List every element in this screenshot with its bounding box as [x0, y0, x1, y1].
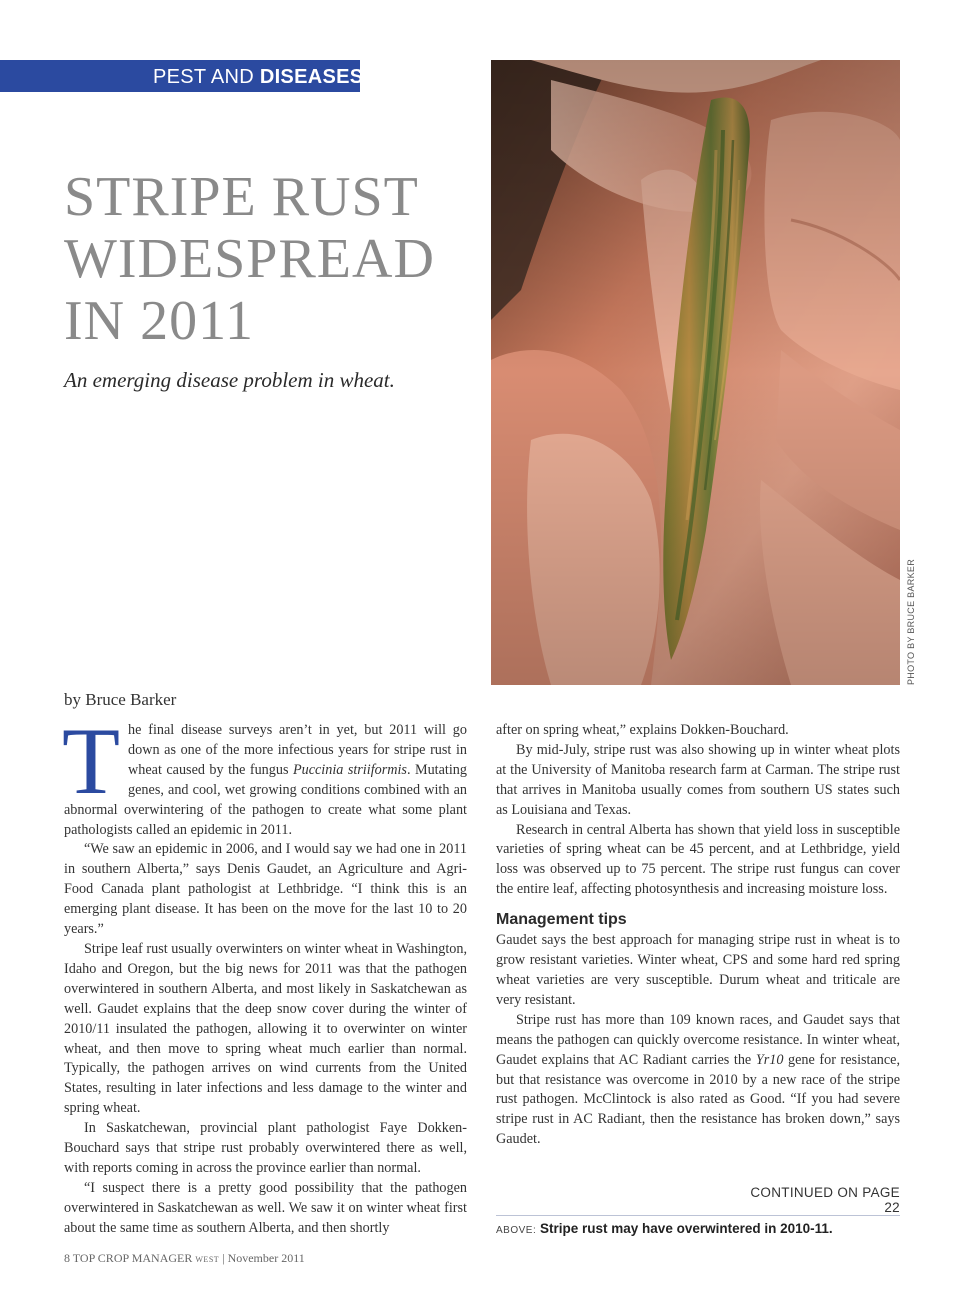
- caption-label: ABOVE:: [496, 1225, 537, 1236]
- paragraph: after on spring wheat,” explains Dokken-Bouchard.: [496, 722, 789, 738]
- paragraph: Gaudet says the best approach for managing stripe rust in wheat is to grow resistant varieties. Winter wheat, CPS and some hard red spring wheat varieties are very susceptible. Durum wheat and triticale are very resistant.: [496, 932, 900, 1008]
- paragraph: By mid-July, stripe rust was also showing up in winter wheat plots at the University of Manitoba research farm at Carman. The stripe rust that arrives in Manitoba usually comes from southern US states such as Louisiana and Texas.: [496, 741, 900, 818]
- photo-caption: [496, 1221, 833, 1236]
- paragraph: In Saskatchewan, provincial plant pathologist Faye Dokken-Bouchard says that stripe rust probably overwintered there as well, with reports coming in across the province earlier than normal.: [64, 1120, 467, 1176]
- caption-divider: [496, 1215, 900, 1216]
- issue-date: November 2011: [227, 1251, 305, 1265]
- page-number: 8: [64, 1251, 70, 1265]
- paragraph: “I suspect there is a pretty good possibility that the pathogen overwintered in Saskatchewan as well. We saw it on winter wheat first about the same time as southern Alberta, and then shortly: [64, 1179, 467, 1236]
- magazine-edition: WEST: [195, 1255, 220, 1264]
- magazine-name: TOP CROP MANAGER: [72, 1251, 193, 1265]
- continued-on-page: CONTINUED ON PAGE 22: [750, 1185, 900, 1215]
- section-banner: [0, 60, 364, 92]
- headline-line-3: IN 2011: [64, 290, 255, 352]
- article-column-left: [62, 708, 467, 1239]
- section-subhead: Management tips: [496, 911, 627, 929]
- paragraph: The final disease surveys aren’t in yet, but 2011 will go down as one of the more infectious years for stripe rust in wheat caused by the fungus Puccinia striiformis. Mutating genes, and cool, wet growing conditions combined with an abnormal overwintering of the pathogen to create what some plant pathologists called an epidemic in 2011.: [62, 708, 467, 838]
- paragraph: Stripe rust has more than 109 known races, and Gaudet says that means the pathogen can quickly overcome resistance. In winter wheat, Gaudet explains that AC Radiant carries the Yr10 gene for resistance, but that resistance was overcome in 2010 by a new race of the stripe rust pathogen. McClintock is also rated as Good. “If you had severe stripe rust in AC Radiant, then the resistance has broken down,” says Gaudet.: [496, 1011, 900, 1148]
- paragraph: Research in central Alberta has shown that yield loss in susceptible varieties of spring wheat can be 45 percent, and at Lethbridge, yield loss was observed up to 75 percent. The stripe rust fungus can cover the entire leaf, affecting photosynthesis and increasing moisture loss.: [496, 821, 900, 898]
- stripe-rust-leaf-illustration: [491, 60, 900, 685]
- footer-separator: |: [222, 1251, 225, 1265]
- paragraph: Stripe leaf rust usually overwinters on winter wheat in Washington, Idaho and Oregon, but the big news for 2011 was that the pathogen overwintered in southern Alberta, and most likely in Saskatchewan as well. Gaudet explains that the deep snow cover during the winter of 2010/11 insulated the pathogen, allowing it to overwinter on winter wheat, and then move to spring wheat much earlier than normal. Typically, the pathogen arrives on wind currents from the United States, resulting in later infections and less damage to the winter and spring wheat.: [64, 940, 467, 1117]
- drop-cap: T: [62, 708, 121, 814]
- gene-name: Yr10: [755, 1051, 784, 1068]
- article-column-right: [496, 721, 900, 1150]
- article-deck: An emerging disease problem in wheat.: [64, 368, 395, 392]
- article-headline: [64, 166, 435, 352]
- headline-line-2: WIDESPREAD: [64, 228, 435, 290]
- paragraph: “We saw an epidemic in 2006, and I would say we had one in 2011 in southern Alberta,” says Denis Gaudet, an Agriculture and Agri-Food Canada plant pathologist at Lethbridge. “I think this is an emerging plant disease. It has been on the move for the last 10 to 20 years.”: [64, 841, 467, 938]
- page-footer: [64, 1251, 305, 1266]
- caption-text: Stripe rust may have overwintered in 2010-11.: [540, 1221, 833, 1236]
- leaf-photo: [491, 60, 900, 685]
- section-label: PEST AND: [153, 66, 254, 88]
- byline: by Bruce Barker: [64, 690, 177, 709]
- headline-line-1: STRIPE RUST: [64, 166, 419, 228]
- section-label-highlight: DISEASES: [259, 66, 364, 88]
- species-name: Puccinia striiformis: [292, 761, 407, 778]
